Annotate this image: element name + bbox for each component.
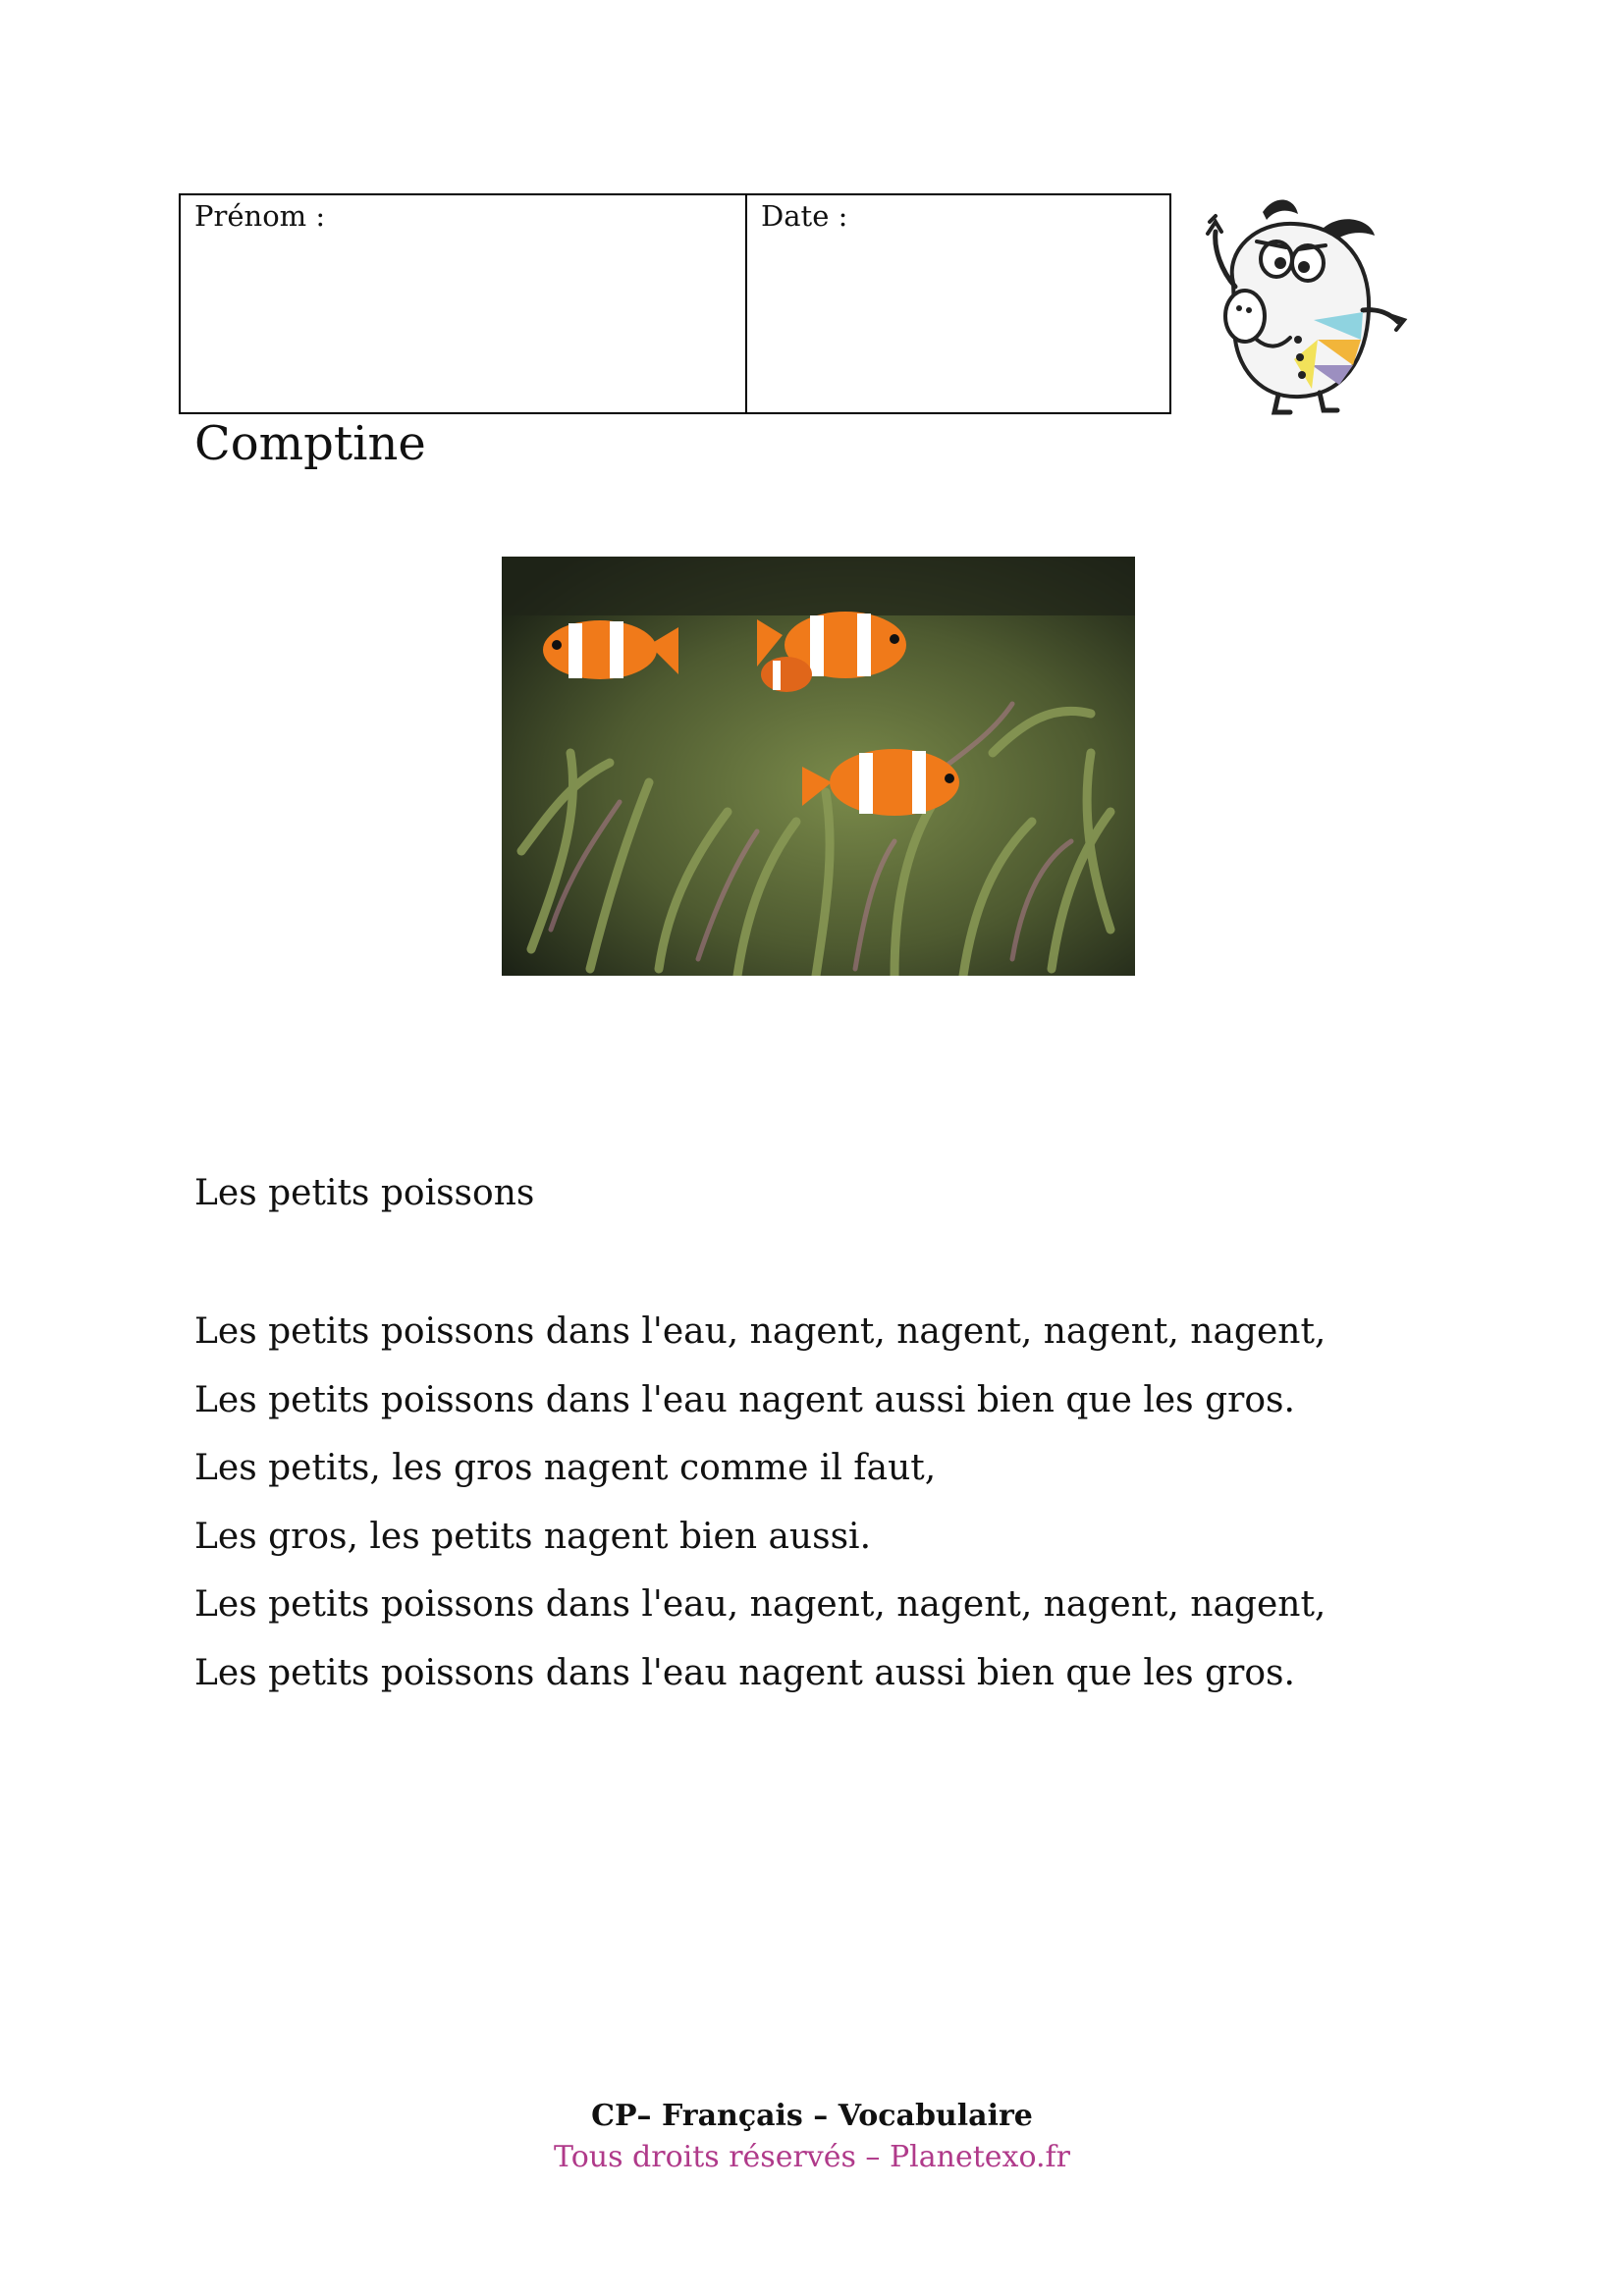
poem-line: Les petits poissons dans l'eau, nagent, nagent, nagent, nagent, (194, 1584, 1326, 1625)
poem-line: Les gros, les petits nagent bien aussi. (194, 1516, 872, 1557)
name-field[interactable] (181, 195, 747, 412)
footer-rights: Tous droits réservés – Planetexo.fr (554, 2140, 1070, 2174)
poem-line: Les petits poissons dans l'eau nagent aussi bien que les gros. (194, 1379, 1295, 1420)
poem-line: Les petits poissons dans l'eau, nagent, nagent, nagent, nagent, (194, 1311, 1326, 1352)
poem-line: Les petits, les gros nagent comme il faut, (194, 1448, 937, 1488)
header-table (179, 193, 1171, 414)
name-label: Prénom : (194, 199, 326, 233)
date-field[interactable] (747, 195, 1169, 412)
clownfish-anemone-photo (502, 557, 1135, 976)
date-label: Date : (761, 199, 848, 233)
footer-subject: CP– Français – Vocabulaire (591, 2099, 1033, 2133)
poem-verses (194, 1306, 1326, 1715)
poem-title: Les petits poissons (194, 1173, 535, 1213)
section-title: Comptine (194, 416, 426, 471)
sheep-mascot-icon (1196, 192, 1412, 418)
poem-line: Les petits poissons dans l'eau nagent aussi bien que les gros. (194, 1652, 1295, 1693)
